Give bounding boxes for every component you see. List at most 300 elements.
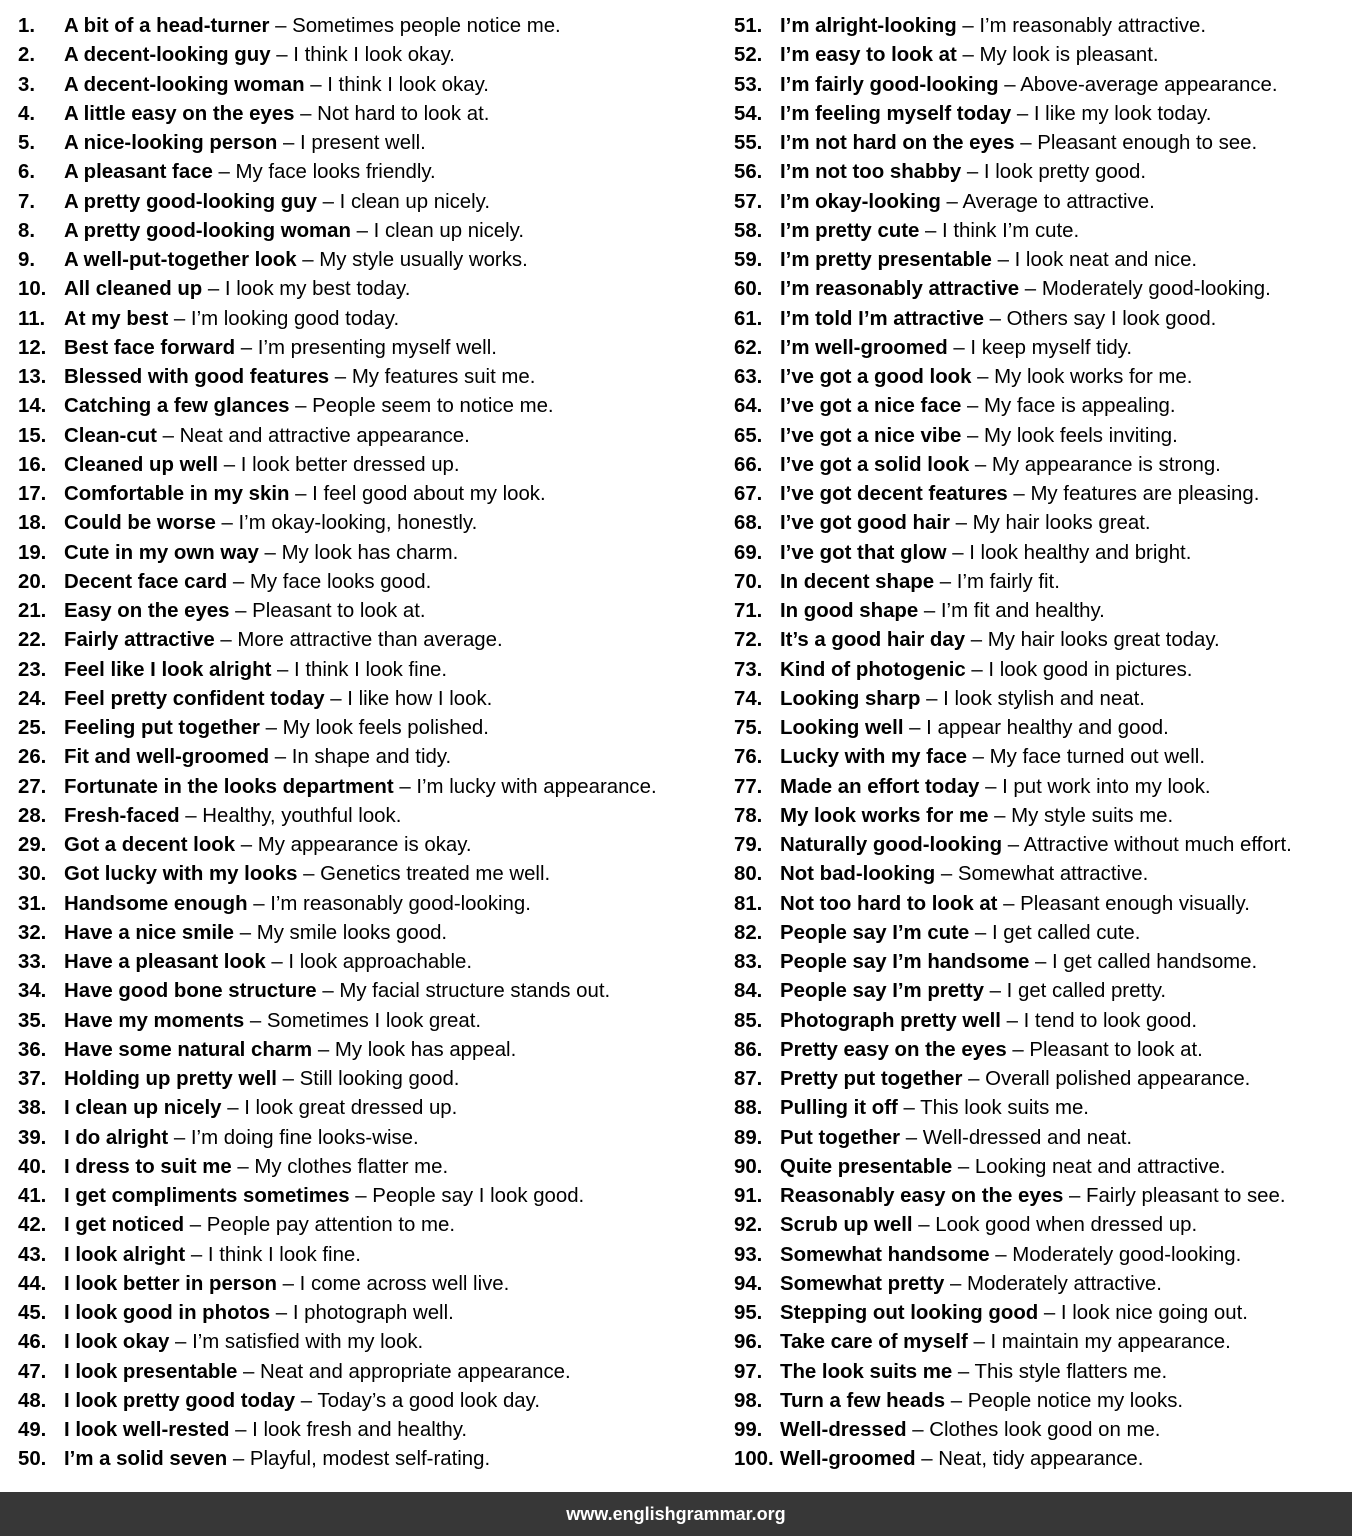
item-number: 98. bbox=[734, 1389, 763, 1412]
item-number: 6. bbox=[18, 161, 36, 184]
item-meaning: Somewhat attractive. bbox=[957, 863, 1149, 886]
item-number: 25. bbox=[18, 717, 47, 739]
list-item bbox=[18, 71, 489, 100]
list-item bbox=[734, 626, 1220, 655]
list-item bbox=[18, 392, 554, 421]
item-phrase: Photograph pretty well bbox=[780, 1009, 1001, 1032]
item-number: 56. bbox=[734, 161, 763, 184]
list-item bbox=[18, 714, 489, 743]
item-phrase: I’ve got that glow bbox=[780, 541, 947, 564]
item-meaning: I like my look today. bbox=[1033, 102, 1212, 125]
item-phrase: Well-groomed bbox=[780, 1448, 916, 1471]
item-separator: – bbox=[1006, 1038, 1030, 1061]
item-meaning: Well-dressed and neat. bbox=[922, 1126, 1133, 1149]
item-number: 66. bbox=[734, 453, 763, 476]
item-phrase: Take care of myself bbox=[780, 1331, 968, 1354]
item-meaning: I look neat and nice. bbox=[1014, 249, 1198, 271]
list-item bbox=[18, 1387, 540, 1416]
item-phrase: I look pretty good today bbox=[64, 1389, 296, 1412]
item-separator: – bbox=[393, 775, 417, 798]
item-phrase: I’m feeling myself today bbox=[780, 102, 1012, 125]
item-meaning: My look is pleasant. bbox=[979, 44, 1159, 67]
item-number: 45. bbox=[18, 1302, 47, 1324]
item-phrase: Comfortable in my skin bbox=[64, 483, 290, 505]
list-item bbox=[734, 217, 1079, 246]
item-meaning: My hair looks great today. bbox=[987, 629, 1220, 652]
list-item bbox=[18, 1007, 481, 1036]
item-phrase: I get noticed bbox=[64, 1214, 185, 1237]
item-meaning: I look great dressed up. bbox=[244, 1097, 458, 1120]
item-meaning: Attractive without much effort. bbox=[1023, 834, 1292, 856]
item-number: 69. bbox=[734, 541, 763, 564]
item-separator: – bbox=[918, 600, 941, 622]
item-phrase: Fortunate in the looks department bbox=[64, 775, 394, 798]
item-meaning: My appearance is strong. bbox=[991, 453, 1221, 476]
item-number: 4. bbox=[18, 102, 36, 125]
item-number: 79. bbox=[734, 834, 763, 856]
item-phrase: All cleaned up bbox=[64, 278, 203, 301]
item-meaning: My look has charm. bbox=[281, 541, 459, 564]
item-number: 90. bbox=[734, 1155, 763, 1178]
item-phrase: Not bad-looking bbox=[780, 863, 936, 886]
item-meaning: People say I look good. bbox=[372, 1185, 585, 1207]
item-meaning: My style usually works. bbox=[319, 249, 528, 271]
item-number: 85. bbox=[734, 1009, 763, 1032]
item-phrase: I look better in person bbox=[64, 1272, 277, 1295]
item-phrase: I’ve got a nice vibe bbox=[780, 424, 962, 447]
item-meaning: My face is appealing. bbox=[984, 395, 1176, 418]
item-phrase: Have a pleasant look bbox=[64, 951, 266, 973]
item-meaning: My smile looks good. bbox=[256, 921, 448, 944]
list-item bbox=[734, 568, 1060, 597]
item-number: 26. bbox=[18, 746, 47, 769]
item-phrase: Naturally good-looking bbox=[780, 834, 1003, 856]
item-meaning: My appearance is okay. bbox=[257, 834, 472, 856]
item-meaning: I get called handsome. bbox=[1051, 951, 1258, 973]
item-meaning: I’m presenting myself well. bbox=[257, 336, 497, 359]
item-meaning: People pay attention to me. bbox=[206, 1214, 456, 1237]
item-meaning: Average to attractive. bbox=[962, 190, 1155, 213]
item-number: 64. bbox=[734, 395, 763, 418]
item-separator: – bbox=[1011, 102, 1034, 125]
list-item bbox=[18, 1036, 516, 1065]
item-meaning: I look better dressed up. bbox=[240, 453, 460, 476]
item-number: 67. bbox=[734, 483, 763, 505]
item-meaning: I keep myself tidy. bbox=[970, 336, 1133, 359]
item-number: 76. bbox=[734, 746, 763, 769]
item-separator: – bbox=[265, 951, 289, 973]
item-phrase: Kind of photogenic bbox=[780, 658, 966, 681]
list-item bbox=[734, 158, 1146, 187]
item-separator: – bbox=[214, 629, 238, 652]
item-number: 37. bbox=[18, 1068, 47, 1090]
item-phrase: Have my moments bbox=[64, 1009, 245, 1032]
item-meaning: I clean up nicely. bbox=[339, 190, 491, 213]
item-separator: – bbox=[277, 132, 301, 154]
item-meaning: I’m reasonably good-looking. bbox=[270, 892, 531, 915]
item-number: 11. bbox=[18, 307, 46, 330]
item-separator: – bbox=[270, 44, 294, 67]
item-separator: – bbox=[168, 1126, 191, 1149]
item-phrase: Looking well bbox=[780, 717, 904, 739]
item-phrase: Fresh-faced bbox=[64, 804, 180, 827]
item-phrase: Cleaned up well bbox=[64, 453, 219, 476]
item-number: 78. bbox=[734, 804, 763, 827]
item-phrase: I’m reasonably attractive bbox=[780, 278, 1020, 301]
list-item bbox=[18, 509, 477, 538]
item-meaning: I think I’m cute. bbox=[942, 219, 1080, 242]
item-separator: – bbox=[1002, 834, 1024, 856]
item-meaning: Moderately good-looking. bbox=[1012, 1243, 1242, 1266]
item-separator: – bbox=[1029, 951, 1052, 973]
item-meaning: I look my best today. bbox=[224, 278, 411, 301]
item-separator: – bbox=[215, 512, 239, 535]
list-item bbox=[18, 977, 610, 1006]
list-item bbox=[734, 890, 1250, 919]
item-phrase: I’m pretty cute bbox=[780, 219, 920, 242]
item-separator: – bbox=[269, 746, 292, 769]
item-meaning: I get called cute. bbox=[991, 921, 1141, 944]
list-item bbox=[18, 188, 490, 217]
item-phrase: Handsome enough bbox=[64, 892, 248, 915]
item-phrase: People say I’m handsome bbox=[780, 951, 1030, 973]
item-phrase: Blessed with good features bbox=[64, 366, 330, 388]
item-separator: – bbox=[235, 336, 258, 359]
item-phrase: At my best bbox=[64, 307, 169, 330]
item-number: 42. bbox=[18, 1214, 47, 1237]
item-number: 89. bbox=[734, 1126, 763, 1149]
item-meaning: I think I look fine. bbox=[294, 658, 448, 681]
item-number: 43. bbox=[18, 1243, 47, 1266]
list-item bbox=[18, 890, 531, 919]
item-meaning: I’m looking good today. bbox=[190, 307, 400, 330]
item-phrase: Pretty easy on the eyes bbox=[780, 1038, 1007, 1061]
item-separator: – bbox=[934, 570, 957, 593]
list-item bbox=[734, 773, 1211, 802]
item-separator: – bbox=[316, 190, 340, 213]
list-item bbox=[734, 685, 1145, 714]
list-item bbox=[734, 1328, 1231, 1357]
item-separator: – bbox=[184, 1214, 207, 1237]
item-number: 17. bbox=[18, 483, 47, 505]
item-phrase: I look okay bbox=[64, 1331, 170, 1354]
item-meaning: I look good in pictures. bbox=[988, 658, 1193, 681]
list-item bbox=[18, 334, 497, 363]
item-separator: – bbox=[961, 161, 984, 184]
item-meaning: My features are pleasing. bbox=[1030, 483, 1260, 505]
item-number: 20. bbox=[18, 570, 47, 593]
item-separator: – bbox=[961, 395, 984, 418]
item-separator: – bbox=[945, 1389, 968, 1412]
item-separator: – bbox=[259, 717, 283, 739]
item-number: 16. bbox=[18, 453, 47, 476]
item-number: 51. bbox=[734, 15, 763, 37]
item-phrase: Decent face card bbox=[64, 570, 228, 593]
list-item bbox=[18, 860, 550, 889]
list-item bbox=[18, 743, 451, 772]
item-phrase: Turn a few heads bbox=[780, 1389, 946, 1412]
list-item bbox=[734, 71, 1278, 100]
item-separator: – bbox=[983, 307, 1007, 330]
item-number: 44. bbox=[18, 1272, 47, 1295]
item-separator: – bbox=[231, 1155, 255, 1178]
item-meaning: More attractive than average. bbox=[237, 629, 503, 652]
item-separator: – bbox=[897, 1097, 921, 1120]
item-number: 82. bbox=[734, 921, 763, 944]
item-separator: – bbox=[961, 424, 984, 447]
list-item bbox=[734, 1387, 1183, 1416]
item-separator: – bbox=[956, 44, 980, 67]
item-separator: – bbox=[247, 892, 271, 915]
item-meaning: I’m doing fine looks-wise. bbox=[190, 1126, 419, 1149]
item-separator: – bbox=[1014, 132, 1038, 154]
list-item bbox=[18, 1065, 459, 1094]
item-separator: – bbox=[900, 1126, 923, 1149]
item-number: 38. bbox=[18, 1097, 47, 1120]
item-meaning: In shape and tidy. bbox=[291, 746, 452, 769]
item-phrase: A little easy on the eyes bbox=[64, 102, 295, 125]
list-item bbox=[18, 1416, 467, 1445]
list-item bbox=[18, 12, 561, 41]
item-phrase: I’ve got a solid look bbox=[780, 453, 970, 476]
item-phrase: A nice-looking person bbox=[64, 132, 278, 154]
item-separator: – bbox=[179, 804, 203, 827]
item-phrase: A bit of a head-turner bbox=[64, 15, 270, 37]
item-phrase: I look well-rested bbox=[64, 1419, 230, 1441]
list-item bbox=[18, 1270, 509, 1299]
item-number: 9. bbox=[18, 249, 36, 271]
item-phrase: Pretty put together bbox=[780, 1068, 963, 1090]
item-number: 32. bbox=[18, 921, 47, 944]
item-number: 62. bbox=[734, 336, 763, 359]
list-item bbox=[18, 1094, 457, 1123]
item-phrase: People say I’m pretty bbox=[780, 980, 984, 1003]
item-phrase: Fit and well-groomed bbox=[64, 746, 270, 769]
item-phrase: I’m pretty presentable bbox=[780, 249, 992, 271]
list-item bbox=[18, 568, 431, 597]
item-number: 58. bbox=[734, 219, 763, 242]
item-phrase: Catching a few glances bbox=[64, 395, 290, 418]
item-number: 35. bbox=[18, 1009, 47, 1032]
item-phrase: I clean up nicely bbox=[64, 1097, 222, 1120]
list-item bbox=[734, 305, 1216, 334]
item-phrase: Have a nice smile bbox=[64, 921, 235, 944]
item-number: 68. bbox=[734, 512, 763, 535]
item-separator: – bbox=[991, 249, 1015, 271]
item-number: 52. bbox=[734, 44, 763, 67]
item-meaning: I look pretty good. bbox=[983, 161, 1147, 184]
item-number: 57. bbox=[734, 190, 763, 213]
item-separator: – bbox=[294, 102, 318, 125]
item-number: 88. bbox=[734, 1097, 763, 1120]
list-item bbox=[734, 1270, 1162, 1299]
footer-website: www.englishgrammar.org bbox=[566, 1503, 786, 1524]
item-meaning: Healthy, youthful look. bbox=[202, 804, 402, 827]
item-meaning: I look approachable. bbox=[288, 951, 473, 973]
item-number: 29. bbox=[18, 834, 47, 856]
item-phrase: A pretty good-looking guy bbox=[64, 190, 317, 213]
item-number: 12. bbox=[18, 336, 47, 359]
item-meaning: I look fresh and healthy. bbox=[252, 1419, 468, 1441]
item-phrase: I’m well-groomed bbox=[780, 336, 948, 359]
item-meaning: Neat and appropriate appearance. bbox=[260, 1360, 571, 1383]
item-meaning: Pleasant enough visually. bbox=[1020, 892, 1250, 915]
list-item bbox=[18, 773, 657, 802]
item-meaning: Others say I look good. bbox=[1006, 307, 1217, 330]
item-meaning: I feel good about my look. bbox=[312, 483, 546, 505]
item-meaning: My face looks good. bbox=[249, 570, 432, 593]
item-meaning: I think I look fine. bbox=[207, 1243, 361, 1266]
list-item bbox=[734, 275, 1271, 304]
item-phrase: In good shape bbox=[780, 600, 919, 622]
item-meaning: Moderately good-looking. bbox=[1041, 278, 1271, 301]
item-meaning: Today’s a good look day. bbox=[317, 1389, 540, 1412]
item-number: 18. bbox=[18, 512, 47, 535]
item-separator: – bbox=[989, 1243, 1013, 1266]
list-item bbox=[734, 802, 1173, 831]
item-meaning: My look feels inviting. bbox=[984, 424, 1178, 447]
item-number: 77. bbox=[734, 775, 763, 798]
item-number: 1. bbox=[18, 15, 36, 37]
item-phrase: Looking sharp bbox=[780, 687, 921, 710]
item-number: 33. bbox=[18, 951, 47, 973]
list-item bbox=[734, 334, 1132, 363]
item-number: 84. bbox=[734, 980, 763, 1003]
item-separator: – bbox=[234, 921, 257, 944]
list-item bbox=[18, 1328, 423, 1357]
list-item bbox=[734, 1094, 1089, 1123]
item-number: 47. bbox=[18, 1360, 47, 1383]
item-separator: – bbox=[296, 249, 320, 271]
item-number: 28. bbox=[18, 804, 47, 827]
item-meaning: My features suit me. bbox=[351, 366, 536, 388]
item-separator: – bbox=[947, 336, 971, 359]
item-phrase: I’ve got good hair bbox=[780, 512, 950, 535]
list-item bbox=[18, 363, 535, 392]
item-meaning: Looking neat and attractive. bbox=[974, 1155, 1226, 1178]
list-item bbox=[18, 480, 546, 509]
item-meaning: I like how I look. bbox=[347, 687, 493, 710]
list-item bbox=[734, 539, 1191, 568]
item-number: 99. bbox=[734, 1419, 763, 1441]
item-separator: – bbox=[965, 658, 989, 681]
list-item bbox=[18, 1211, 455, 1240]
item-number: 3. bbox=[18, 73, 36, 96]
item-separator: – bbox=[969, 921, 992, 944]
item-meaning: My look feels polished. bbox=[282, 717, 489, 739]
item-number: 74. bbox=[734, 687, 763, 710]
item-separator: – bbox=[979, 775, 1003, 798]
list-item bbox=[734, 1358, 1167, 1387]
item-separator: – bbox=[940, 190, 963, 213]
list-item bbox=[18, 1153, 448, 1182]
item-number: 70. bbox=[734, 570, 763, 593]
list-item bbox=[734, 188, 1155, 217]
item-meaning: Sometimes people notice me. bbox=[292, 15, 561, 37]
item-separator: – bbox=[277, 1272, 300, 1295]
item-phrase: I’m okay-looking bbox=[780, 190, 941, 213]
list-item bbox=[18, 831, 472, 860]
item-separator: – bbox=[329, 366, 352, 388]
item-separator: – bbox=[289, 483, 313, 505]
item-meaning: My facial structure stands out. bbox=[339, 980, 611, 1003]
item-phrase: Holding up pretty well bbox=[64, 1068, 277, 1090]
list-item bbox=[734, 1124, 1132, 1153]
phrase-list bbox=[0, 12, 1352, 1478]
list-item bbox=[18, 539, 458, 568]
list-item bbox=[734, 1416, 1160, 1445]
item-meaning: Genetics treated me well. bbox=[320, 863, 551, 886]
item-phrase: People say I’m cute bbox=[780, 921, 970, 944]
item-separator: – bbox=[244, 1009, 267, 1032]
list-item bbox=[18, 246, 528, 275]
list-item bbox=[734, 451, 1221, 480]
item-separator: – bbox=[903, 717, 927, 739]
item-number: 5. bbox=[18, 132, 36, 154]
list-item bbox=[734, 656, 1192, 685]
list-item bbox=[18, 275, 410, 304]
list-item bbox=[734, 743, 1205, 772]
item-phrase: In decent shape bbox=[780, 570, 935, 593]
item-phrase: Somewhat pretty bbox=[780, 1272, 945, 1295]
item-meaning: Pleasant enough to see. bbox=[1037, 132, 1258, 154]
item-meaning: I’m reasonably attractive. bbox=[979, 15, 1207, 37]
item-phrase: Made an effort today bbox=[780, 775, 980, 798]
item-phrase: I’m not hard on the eyes bbox=[780, 132, 1015, 154]
item-meaning: Pleasant to look at. bbox=[252, 600, 426, 622]
item-phrase: Feel pretty confident today bbox=[64, 687, 325, 710]
list-item bbox=[734, 597, 1105, 626]
item-number: 97. bbox=[734, 1360, 763, 1383]
item-separator: – bbox=[276, 1068, 300, 1090]
item-separator: – bbox=[1000, 1009, 1024, 1032]
item-separator: – bbox=[221, 1097, 245, 1120]
item-separator: – bbox=[967, 1331, 991, 1354]
item-meaning: I clean up nicely. bbox=[373, 219, 525, 242]
item-meaning: I’m okay-looking, honestly. bbox=[238, 512, 478, 535]
item-meaning: My clothes flatter me. bbox=[254, 1155, 449, 1178]
item-number: 83. bbox=[734, 951, 763, 973]
list-item bbox=[734, 1182, 1286, 1211]
item-meaning: Pleasant to look at. bbox=[1029, 1038, 1203, 1061]
item-separator: – bbox=[202, 278, 225, 301]
list-item bbox=[734, 246, 1197, 275]
item-number: 75. bbox=[734, 717, 763, 739]
item-number: 65. bbox=[734, 424, 763, 447]
item-separator: – bbox=[271, 658, 295, 681]
list-item bbox=[18, 685, 492, 714]
footer-bar bbox=[0, 1492, 1352, 1536]
item-separator: – bbox=[168, 307, 191, 330]
item-phrase: Clean-cut bbox=[64, 424, 157, 447]
item-meaning: Moderately attractive. bbox=[966, 1272, 1162, 1295]
item-separator: – bbox=[1038, 1302, 1061, 1324]
item-separator: – bbox=[289, 395, 313, 418]
item-separator: – bbox=[952, 1155, 975, 1178]
item-phrase: I get compliments sometimes bbox=[64, 1185, 350, 1207]
list-item bbox=[18, 158, 436, 187]
item-meaning: Look good when dressed up. bbox=[935, 1214, 1198, 1237]
item-separator: – bbox=[227, 1448, 250, 1471]
item-number: 96. bbox=[734, 1331, 763, 1354]
item-phrase: I’ve got a nice face bbox=[780, 395, 962, 418]
list-item bbox=[18, 129, 426, 158]
item-meaning: I’m fairly fit. bbox=[956, 570, 1060, 593]
item-phrase: Fairly attractive bbox=[64, 629, 215, 652]
item-number: 73. bbox=[734, 658, 763, 681]
item-separator: – bbox=[227, 570, 250, 593]
item-meaning: Overall polished appearance. bbox=[985, 1068, 1251, 1090]
